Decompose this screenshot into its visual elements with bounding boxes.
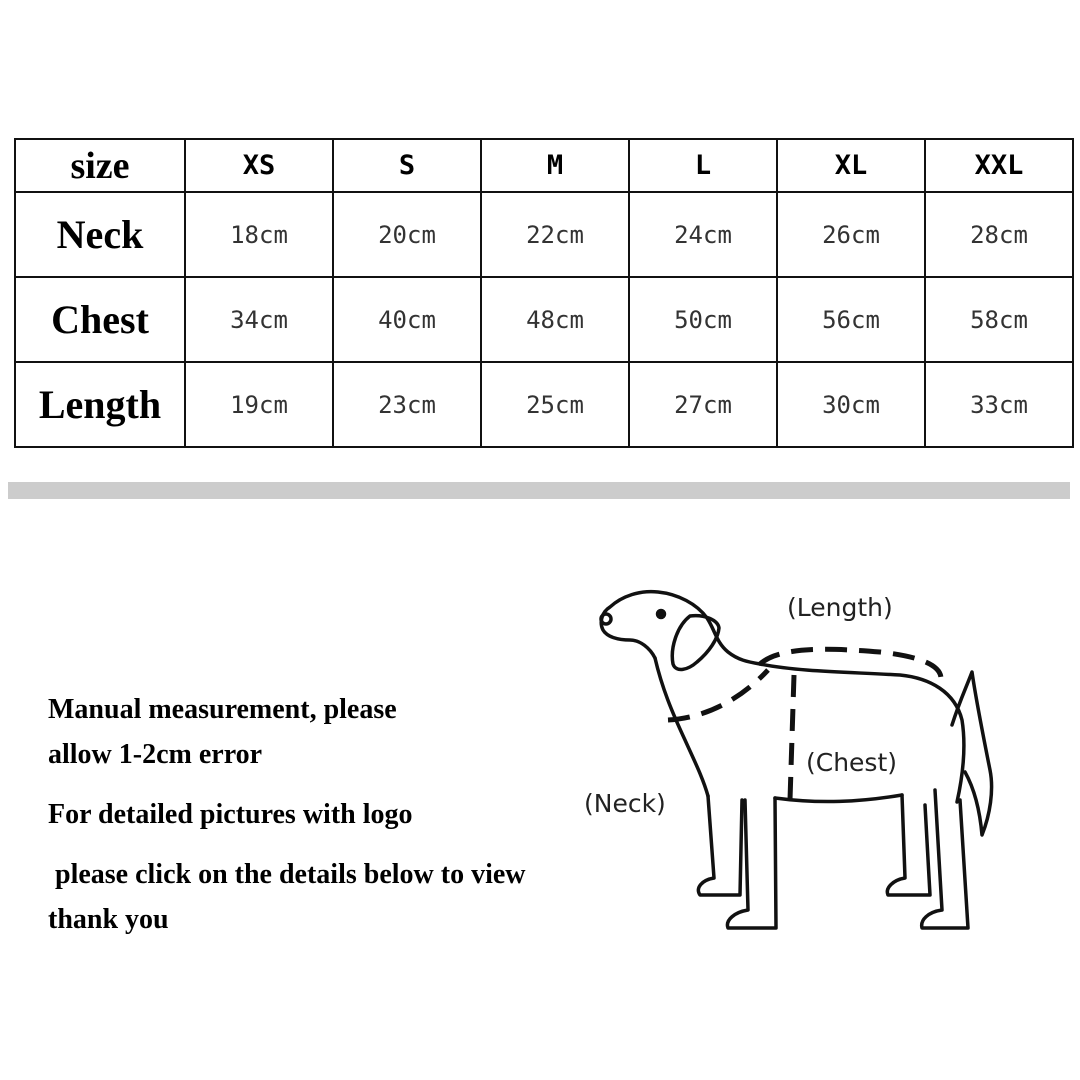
row-label-chest: Chest	[15, 277, 185, 362]
dog-hind-leg-left	[887, 795, 930, 895]
note-line-4: please click on the details below to view	[48, 859, 526, 890]
dog-belly-outline	[775, 795, 902, 802]
table-cell: 26cm	[777, 192, 925, 277]
dog-chest-outline	[655, 658, 708, 796]
note-line-3: For detailed pictures with logo	[48, 799, 413, 830]
row-label-neck: Neck	[15, 192, 185, 277]
table-cell: 30cm	[777, 362, 925, 447]
table-cell: 33cm	[925, 362, 1073, 447]
size-header-l: L	[629, 139, 777, 192]
neck-measure-line	[668, 670, 768, 720]
table-cell: 28cm	[925, 192, 1073, 277]
table-cell: 58cm	[925, 277, 1073, 362]
table-cell: 24cm	[629, 192, 777, 277]
table-cell: 56cm	[777, 277, 925, 362]
table-cell: 34cm	[185, 277, 333, 362]
dog-nose-icon	[601, 614, 611, 624]
row-label-length: Length	[15, 362, 185, 447]
table-header-row	[15, 139, 1073, 192]
table-cell: 23cm	[333, 362, 481, 447]
neck-label: (Neck)	[584, 789, 666, 818]
dog-eye-icon	[658, 611, 665, 618]
note-line-5: thank you	[48, 904, 169, 935]
section-divider	[8, 482, 1070, 499]
length-label: (Length)	[787, 593, 893, 622]
dog-front-leg-right	[727, 798, 776, 928]
size-header-s: S	[333, 139, 481, 192]
note-line-1: Manual measurement, please	[48, 694, 397, 725]
note-line-2: allow 1-2cm error	[48, 739, 263, 770]
size-header-xl: XL	[777, 139, 925, 192]
size-header-m: M	[481, 139, 629, 192]
size-header-xxl: XXL	[925, 139, 1073, 192]
table-cell: 19cm	[185, 362, 333, 447]
table-row-length	[15, 362, 1073, 447]
size-chart-table	[14, 138, 1074, 448]
table-cell: 18cm	[185, 192, 333, 277]
table-cell: 22cm	[481, 192, 629, 277]
table-cell: 40cm	[333, 277, 481, 362]
table-row-chest	[15, 277, 1073, 362]
table-cell: 25cm	[481, 362, 629, 447]
dog-measurement-diagram	[570, 570, 1010, 950]
table-row-neck	[15, 192, 1073, 277]
dog-tail-outline	[952, 672, 992, 835]
size-header-xs: XS	[185, 139, 333, 192]
table-cell: 48cm	[481, 277, 629, 362]
chest-label: (Chest)	[806, 748, 898, 777]
dog-front-leg-left	[698, 796, 742, 895]
table-cell: 20cm	[333, 192, 481, 277]
chest-measure-line	[790, 675, 794, 800]
table-cell: 50cm	[629, 277, 777, 362]
size-corner-label: size	[15, 139, 185, 192]
table-cell: 27cm	[629, 362, 777, 447]
